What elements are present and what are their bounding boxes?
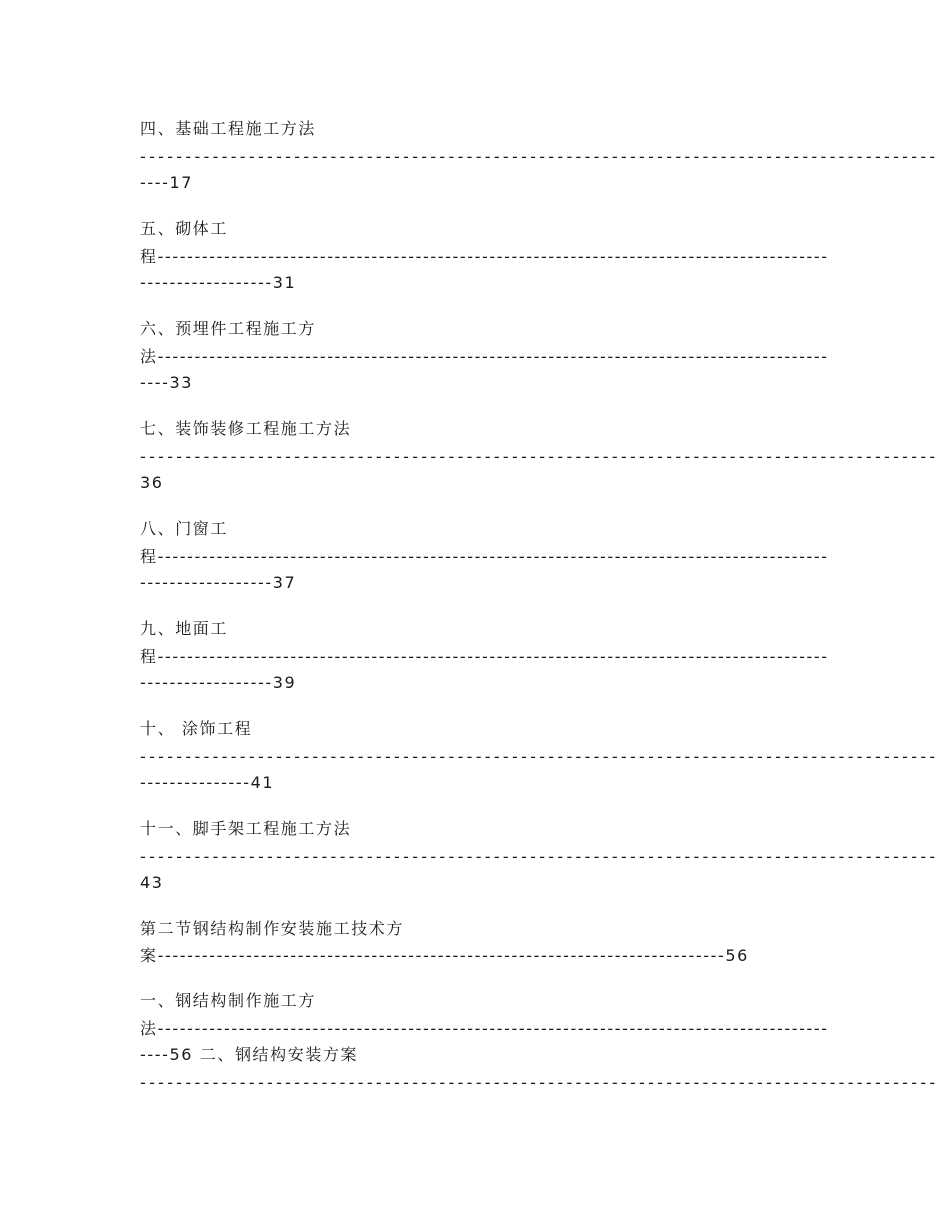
toc-leader: ----------------------------------------------------------------------------------------	[140, 447, 939, 466]
toc-page-number: ---------------41	[140, 773, 275, 792]
toc-heading: 五、砌体工	[140, 219, 229, 238]
toc-page-number: 36	[140, 473, 164, 492]
toc-leader: ----------------------------------------------------------------------------------------	[140, 147, 939, 166]
toc-page-number: 43	[140, 873, 164, 892]
toc-heading: 第二节钢结构制作安装施工技术方	[140, 919, 405, 938]
toc-leader: 程-------------------------------------------------------------------------------------------	[140, 247, 829, 266]
toc-leader: ----------------------------------------------------------------------------------------	[140, 747, 939, 766]
toc-heading: 九、地面工	[140, 619, 229, 638]
toc-leader: 程-------------------------------------------------------------------------------------------	[140, 647, 829, 666]
toc-page-number: ----56 二、钢结构安装方案	[140, 1045, 359, 1064]
toc-leader: 法-------------------------------------------------------------------------------------------	[140, 1019, 829, 1038]
toc-heading: 八、门窗工	[140, 519, 229, 538]
toc-heading: 十一、脚手架工程施工方法	[140, 819, 352, 838]
toc-page-number: ------------------37	[140, 573, 297, 592]
toc-leader: 案-----------------------------------------------------------------------------56	[140, 946, 749, 965]
toc-leader: 程-------------------------------------------------------------------------------------------	[140, 547, 829, 566]
toc-page-number: ------------------39	[140, 673, 297, 692]
toc-page-number: ----33	[140, 373, 194, 392]
toc-heading: 七、装饰装修工程施工方法	[140, 419, 352, 438]
toc-leader: 法-------------------------------------------------------------------------------------------	[140, 347, 829, 366]
toc-heading: 六、预埋件工程施工方	[140, 319, 317, 338]
toc-heading: 四、基础工程施工方法	[140, 119, 317, 138]
toc-page-number: ----17	[140, 173, 194, 192]
toc-leader: ----------------------------------------------------------------------------------------	[140, 1073, 939, 1092]
toc-leader: ----------------------------------------------------------------------------------------	[140, 847, 939, 866]
toc-heading: 一、钢结构制作施工方	[140, 991, 317, 1010]
toc-page-number: ------------------31	[140, 273, 297, 292]
toc-heading: 十、 涂饰工程	[140, 719, 253, 738]
